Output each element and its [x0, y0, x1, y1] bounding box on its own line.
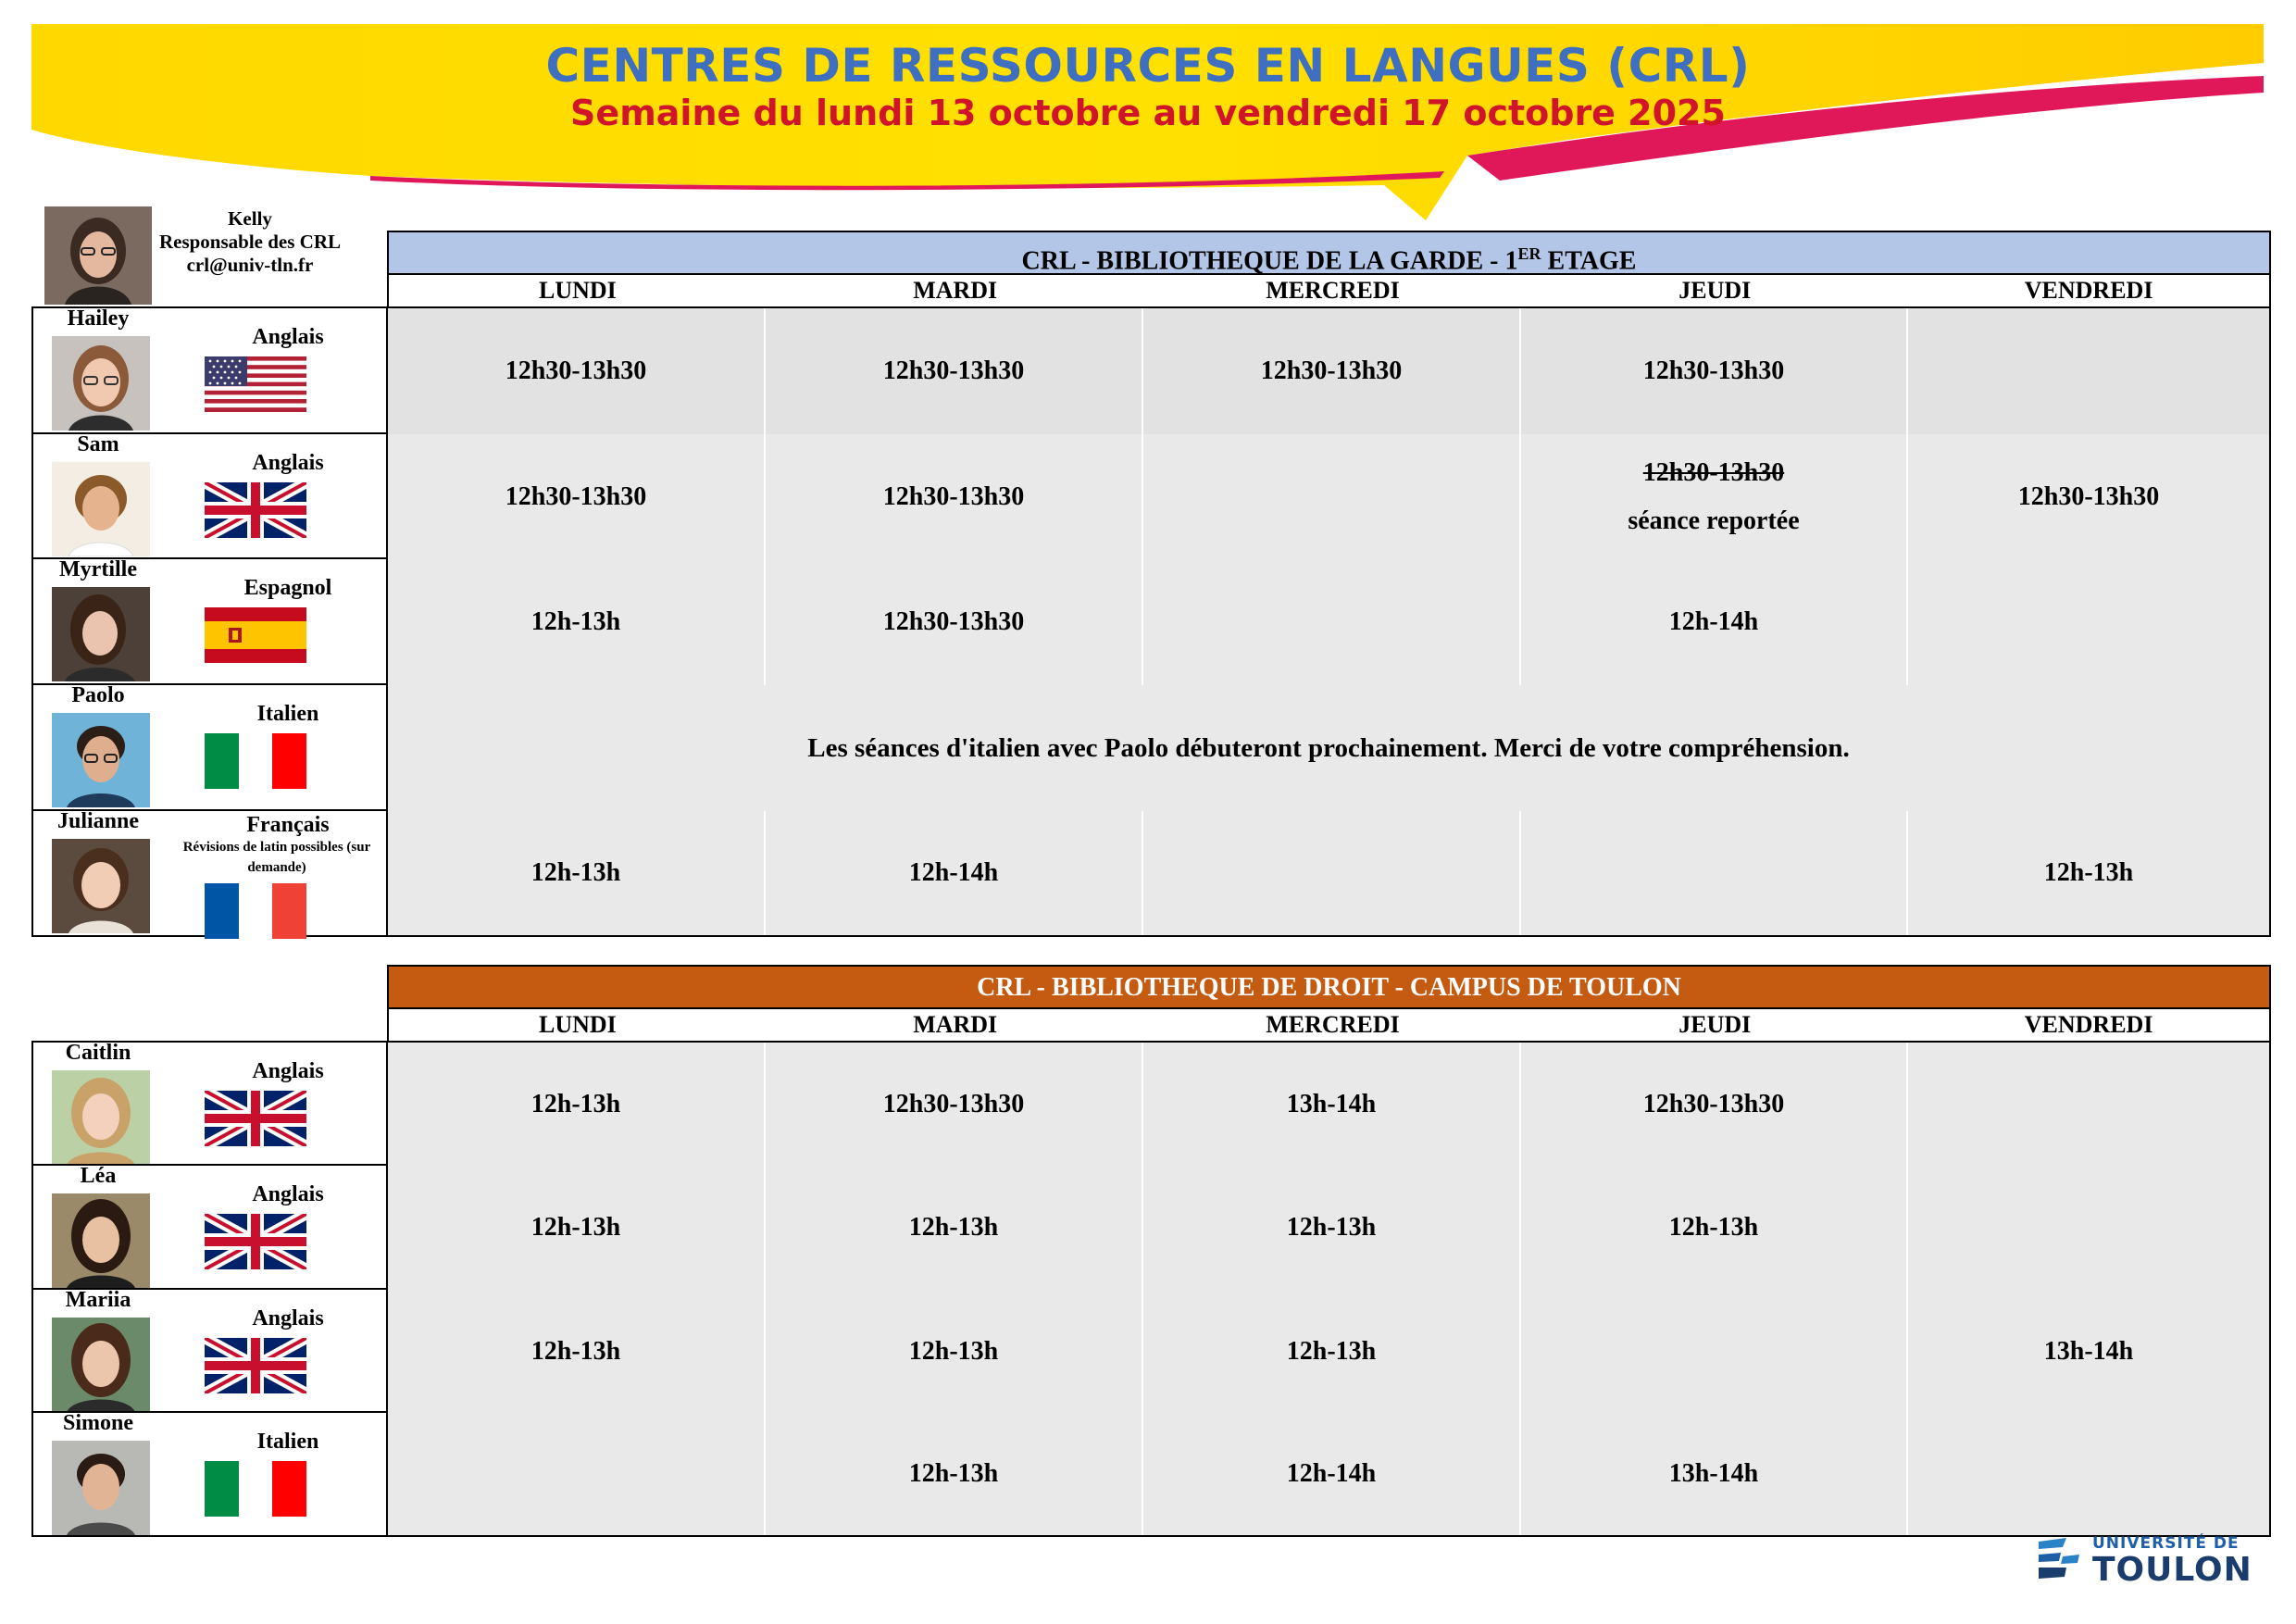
slot-lundi: 12h-13h	[388, 1290, 766, 1413]
table-row	[33, 1043, 2269, 1166]
logo-text-line2: TOULON	[2092, 1551, 2252, 1589]
slot-mercredi	[1143, 559, 1521, 685]
tutor-name: Sam	[77, 432, 119, 456]
day-header-mercredi: MERCREDI	[1266, 1011, 1400, 1038]
tutor-language: Anglais	[252, 325, 324, 349]
tutor-name: Léa	[80, 1164, 117, 1188]
tutor-name: Julianne	[56, 809, 140, 833]
page-title: CENTRES DE RESSOURCES EN LANGUES (CRL)	[545, 39, 1751, 93]
tutor-cell	[33, 1166, 388, 1290]
table-row	[33, 1290, 2269, 1413]
slot-jeudi: 12h30-13h30	[1521, 308, 1908, 434]
table-row	[33, 434, 2269, 559]
slot-mercredi: 12h-13h	[1143, 1290, 1521, 1413]
slot-mercredi	[1143, 811, 1521, 935]
us-flag-icon	[205, 356, 306, 412]
tutor-photo	[52, 462, 150, 556]
table-row	[33, 308, 2269, 434]
tutor-cell	[33, 1043, 388, 1166]
section2-title: CRL - BIBLIOTHEQUE DE DROIT - CAMPUS DE TOULON	[387, 965, 2271, 1009]
tutor-language: Anglais	[252, 451, 324, 475]
slot-mardi: 12h-13h	[766, 1413, 1143, 1535]
slot-jeudi: 12h-13h	[1521, 1166, 1908, 1290]
slot-lundi: 12h30-13h30	[388, 308, 766, 434]
italy-flag-icon	[205, 733, 306, 789]
logo-text-line1: UNIVERSITÉ DE	[2092, 1534, 2240, 1553]
tutor-name: Myrtille	[59, 557, 137, 581]
tutor-language: Anglais	[252, 1059, 324, 1083]
tutor-language: Italien	[256, 702, 319, 726]
tutor-cell	[33, 559, 388, 685]
manager-photo	[44, 206, 152, 305]
tutor-cell	[33, 1413, 388, 1535]
university-logo-icon	[2035, 1536, 2083, 1584]
slot-mardi: 12h-13h	[766, 1290, 1143, 1413]
tutor-language: Italien	[256, 1430, 319, 1454]
slot-mercredi: 12h-13h	[1143, 1166, 1521, 1290]
tutor-language-note: Révisions de latin possibles (sur demande)	[182, 840, 371, 875]
page-subtitle: Semaine du lundi 13 octobre au vendredi 17 octobre 2025	[570, 93, 1726, 133]
tutor-photo	[52, 839, 150, 933]
manager-info	[153, 207, 347, 277]
slot-lundi: 12h-13h	[388, 1043, 766, 1166]
slot-vendredi: 12h30-13h30	[1908, 434, 2269, 559]
day-header-vendredi: VENDREDI	[2024, 277, 2153, 304]
slot-mardi: 12h-13h	[766, 1166, 1143, 1290]
slot-mardi: 12h30-13h30	[766, 559, 1143, 685]
slot-mardi: 12h30-13h30	[766, 308, 1143, 434]
section1-schedule-table	[31, 306, 2271, 937]
slot-mercredi: 12h-14h	[1143, 1413, 1521, 1535]
tutor-language: Français	[246, 813, 330, 837]
tutor-photo	[52, 1193, 150, 1288]
tutor-photo	[52, 713, 150, 807]
uk-flag-icon	[205, 1214, 306, 1269]
day-header-jeudi: JEUDI	[1678, 277, 1752, 304]
uk-flag-icon	[205, 482, 306, 538]
slot-vendredi	[1908, 1043, 2269, 1166]
slot-note: séance reportée	[1628, 506, 1800, 535]
slot-vendredi	[1908, 1413, 2269, 1535]
tutor-language: Anglais	[252, 1306, 324, 1330]
tutor-cell	[33, 1290, 388, 1413]
cancelled-slot: 12h30-13h30	[1642, 457, 1785, 487]
france-flag-icon	[205, 883, 306, 939]
slot-lundi: 12h-13h	[388, 811, 766, 935]
slot-vendredi	[1908, 559, 2269, 685]
uk-flag-icon	[205, 1091, 306, 1146]
notice-message: Les séances d'italien avec Paolo débuteront prochainement. Merci de votre compréhension.	[388, 685, 2269, 811]
slot-lundi: 12h-13h	[388, 559, 766, 685]
day-header-vendredi: VENDREDI	[2024, 1011, 2153, 1038]
tutor-photo	[52, 1318, 150, 1412]
section2-days-header	[387, 1009, 2271, 1043]
university-logo	[2035, 1532, 2257, 1590]
section1-title: CRL - BIBLIOTHEQUE DE LA GARDE - 1ER ETAGE	[387, 231, 2271, 275]
slot-jeudi: 13h-14h	[1521, 1413, 1908, 1535]
slot-jeudi	[1521, 811, 1908, 935]
slot-mardi: 12h30-13h30	[766, 434, 1143, 559]
tutor-name: Hailey	[67, 306, 130, 331]
tutor-name: Caitlin	[65, 1041, 131, 1065]
slot-mercredi	[1143, 434, 1521, 559]
slot-jeudi	[1521, 434, 1908, 559]
slot-lundi: 12h-13h	[388, 1166, 766, 1290]
slot-vendredi: 13h-14h	[1908, 1290, 2269, 1413]
day-header-lundi: LUNDI	[539, 1011, 617, 1038]
header-banner	[0, 0, 2296, 231]
italy-flag-icon	[205, 1461, 306, 1517]
slot-lundi: 12h30-13h30	[388, 434, 766, 559]
day-header-lundi: LUNDI	[539, 277, 617, 304]
tutor-cell	[33, 434, 388, 559]
slot-vendredi	[1908, 308, 2269, 434]
tutor-photo	[52, 1070, 150, 1165]
day-header-jeudi: JEUDI	[1678, 1011, 1752, 1038]
tutor-cell	[33, 685, 388, 811]
slot-mercredi: 13h-14h	[1143, 1043, 1521, 1166]
table-row	[33, 559, 2269, 685]
slot-mardi: 12h30-13h30	[766, 1043, 1143, 1166]
table-row	[33, 1413, 2269, 1535]
tutor-cell	[33, 811, 388, 935]
tutor-photo	[52, 587, 150, 681]
slot-mercredi: 12h30-13h30	[1143, 308, 1521, 434]
slot-jeudi: 12h-14h	[1521, 559, 1908, 685]
table-row	[33, 811, 2269, 935]
day-header-mardi: MARDI	[913, 1011, 998, 1038]
tutor-name: Paolo	[71, 683, 125, 707]
manager-email[interactable]: crl@univ-tln.fr	[186, 254, 314, 276]
tutor-name: Mariia	[65, 1288, 131, 1312]
tutor-language: Espagnol	[243, 576, 332, 600]
manager-name: Kelly	[228, 207, 272, 230]
table-row	[33, 685, 2269, 811]
manager-role: Responsable des CRL	[158, 231, 342, 253]
slot-lundi	[388, 1413, 766, 1535]
slot-mardi: 12h-14h	[766, 811, 1143, 935]
tutor-name: Simone	[62, 1411, 133, 1435]
section1-days-header	[387, 275, 2271, 308]
spain-flag-icon	[205, 607, 306, 663]
slot-jeudi: 12h30-13h30	[1521, 1043, 1908, 1166]
tutor-language: Anglais	[252, 1182, 324, 1206]
tutor-cell	[33, 308, 388, 434]
slot-jeudi	[1521, 1290, 1908, 1413]
tutor-photo	[52, 336, 150, 431]
day-header-mercredi: MERCREDI	[1266, 277, 1400, 304]
table-row	[33, 1166, 2269, 1290]
tutor-photo	[52, 1441, 150, 1535]
slot-vendredi: 12h-13h	[1908, 811, 2269, 935]
section2-schedule-table	[31, 1041, 2271, 1537]
uk-flag-icon	[205, 1338, 306, 1393]
slot-vendredi	[1908, 1166, 2269, 1290]
day-header-mardi: MARDI	[913, 277, 998, 304]
